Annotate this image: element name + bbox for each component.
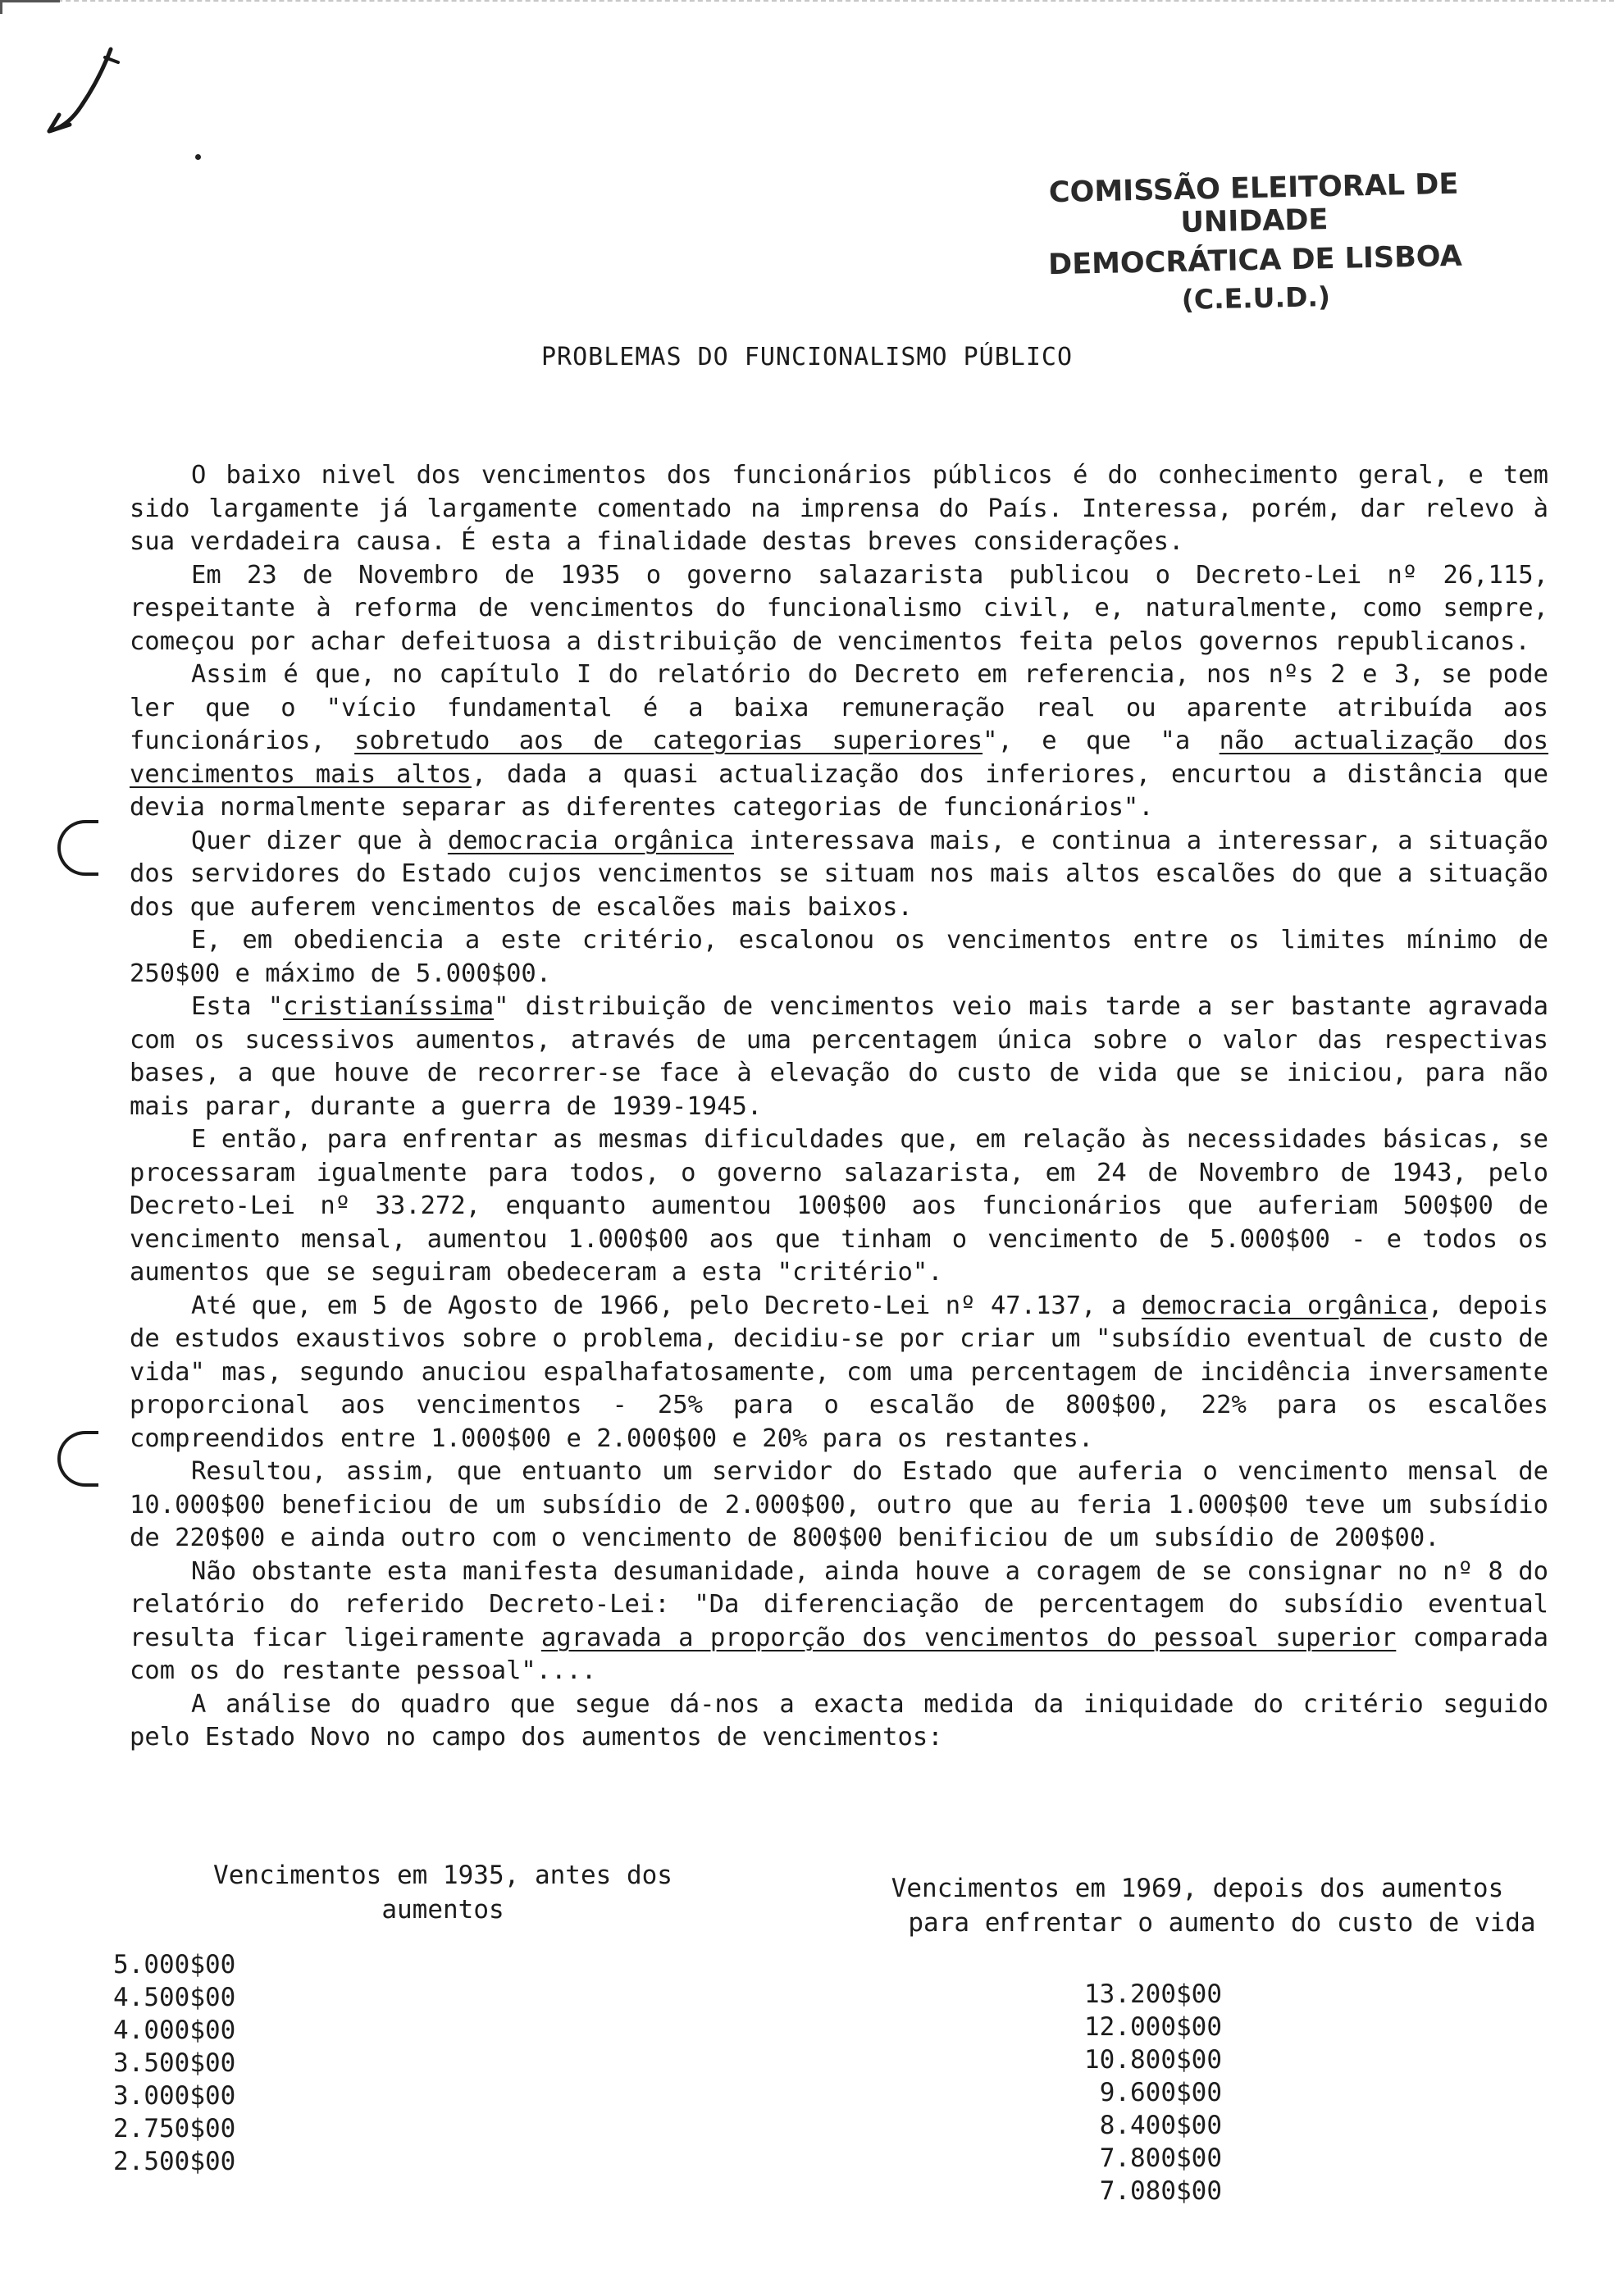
paragraph: Quer dizer que à democracia orgânica interessava mais, e continua a interessar, a situação dos servidores do Estado cujos vencimentos se situam nos mais altos escalões do que a situação dos que auferem vencimentos de escalões mais baixos. [130, 826, 1548, 922]
table-cell: 12.000$00 [1084, 2012, 1222, 2042]
table-cell: 2.500$00 [113, 2147, 236, 2176]
underlined-phrase: sobretudo aos de categorias superiores [354, 727, 983, 755]
margin-bracket-mark [57, 1431, 98, 1487]
table-right-values [1025, 1978, 1222, 2207]
stamp-line-3: (C.E.U.D.) [1181, 280, 1331, 316]
table-cell: 7.800$00 [1099, 2143, 1222, 2173]
paragraph: Esta "cristianíssima" distribuição de vencimentos veio mais tarde a ser bastante agravada com os sucessivos aumentos, através de uma percentagem única sobre o valor das respectivas bases, a que houve de recorrer-se face à elevação do custo de vida que se iniciou, para não mais parar, durante a guerra de 1939-1945. [130, 992, 1548, 1121]
paragraph: E então, para enfrentar as mesmas dificuldades que, em relação às necessidades básicas, se processaram igualmente para todos, o governo salazarista, em 24 de Novembro de 1943, pelo Decreto-Lei nº 33.272, enquanto aumentou 100$00 aos funcionários que auferiam 500$00 de vencimento mensal, aumentou 1.000$00 aos que tinham o vencimento de 5.000$00 - e todos os aumentos que se seguiram obedeceram a esta "critério". [130, 1125, 1548, 1287]
paragraph: A análise do quadro que segue dá-nos a exacta medida da iniquidade do critério seguido pelo Estado Novo no campo dos aumentos de vencimentos: [130, 1689, 1548, 1752]
paragraph: Resultou, assim, que entuanto um servidor do Estado que auferia o vencimento mensal de 10.000$00 beneficiou de um subsídio de 2.000$00, outro que au feria 1.000$00 teve um subsídio de 220$00 e ainda outro com o vencimento de 800$00 benificiou de um subsídio de 200$00. [130, 1457, 1548, 1552]
table-cell: 3.000$00 [113, 2081, 236, 2111]
table-cell: 8.400$00 [1099, 2111, 1222, 2140]
table-cell: 9.600$00 [1099, 2078, 1222, 2107]
pen-stroke-mark [33, 33, 131, 139]
stamp-line-2: DEMOCRÁTICA DE LISBOA [1047, 239, 1463, 282]
document-body [130, 459, 1548, 1755]
ceud-stamp [1024, 167, 1486, 319]
underlined-phrase: democracia orgânica [447, 826, 734, 855]
table-cell: 4.000$00 [113, 2016, 236, 2045]
paragraph: Em 23 de Novembro de 1935 o governo salazarista publicou o Decreto-Lei nº 26,115, respeitante à reforma de vencimentos do funcionalismo civil, e, naturalmente, como sempre, começou por achar defeituosa a distribuição de vencimentos feita pelos governos republicanos. [130, 560, 1548, 656]
table-cell: 3.500$00 [113, 2048, 236, 2078]
scan-corner [0, 0, 60, 14]
paragraph: Assim é que, no capítulo I do relatório do Decreto em referencia, nos nºs 2 e 3, se pode ler que o "vício fundamental é a baixa remuneração real ou aparente atribuída aos funcionários, sobretudo aos de categorias superiores", e que "a não actualização dos vencimentos mais altos, dada a quasi actualização dos inferiores, encurtou a distância que devia normalmente separar as diferentes categorias de funcionários". [130, 660, 1548, 822]
underlined-phrase: cristianíssima [283, 992, 495, 1021]
table-left-header: Vencimentos em 1935, antes dos aumentos [213, 1861, 672, 1925]
ink-dot [195, 154, 201, 160]
table-cell: 5.000$00 [113, 1950, 236, 1979]
paragraph: Até que, em 5 de Agosto de 1966, pelo Decreto-Lei nº 47.137, a democracia orgânica, depois de estudos exaustivos sobre o problema, decidiu-se por criar um "subsídio eventual de custo de vida" mas, segundo anuciou espalhafatosamente, com uma percentagem de incidência inversamente proporcional aos vencimentos - 25% para o escalão de 800$00, 22% para os escalões compreendidos entre 1.000$00 e 2.000$00 e 20% para os restantes. [130, 1291, 1548, 1453]
document-title: PROBLEMAS DO FUNCIONALISMO PÚBLICO [540, 343, 1074, 371]
table-cell: 13.200$00 [1084, 1979, 1222, 2009]
table-cell: 10.800$00 [1084, 2045, 1222, 2075]
table-left-values [113, 1948, 235, 2178]
margin-bracket-mark [57, 820, 98, 876]
table-cell: 4.500$00 [113, 1983, 236, 2012]
underlined-phrase: democracia orgânica [1141, 1291, 1428, 1320]
paragraph: E, em obediencia a este critério, escalonou os vencimentos entre os limites mínimo de 250$00 e máximo de 5.000$00. [130, 926, 1548, 988]
table-cell: 2.750$00 [113, 2114, 236, 2143]
underlined-phrase: não actualização dos vencimentos mais altos [130, 727, 1548, 789]
stamp-line-1: COMISSÃO ELEITORAL DE UNIDADE [1048, 167, 1459, 239]
paragraph: Não obstante esta manifesta desumanidade, ainda houve a coragem de se consignar no nº 8 do relatório do referido Decreto-Lei: "Da diferenciação de percentagem do subsídio eventual resulta ficar ligeiramente agravada a proporção dos vencimentos do pessoal superior comparada com os do restante pessoal".... [130, 1556, 1548, 1685]
scan-edge [0, 0, 1614, 13]
paragraph: O baixo nivel dos vencimentos dos funcionários públicos é do conhecimento geral, e tem sido largamente já largamente comentado na imprensa do País. Interessa, porém, dar relevo à sua verdadeira causa. É esta a finalidade destas breves considerações. [130, 461, 1548, 556]
underlined-phrase: agravada a proporção dos vencimentos do pessoal superior [540, 1623, 1397, 1652]
table-right-header: Vencimentos em 1969, depois dos aumentos para enfrentar o aumento do custo de vida [891, 1874, 1536, 1938]
table-cell: 7.080$00 [1099, 2176, 1222, 2206]
